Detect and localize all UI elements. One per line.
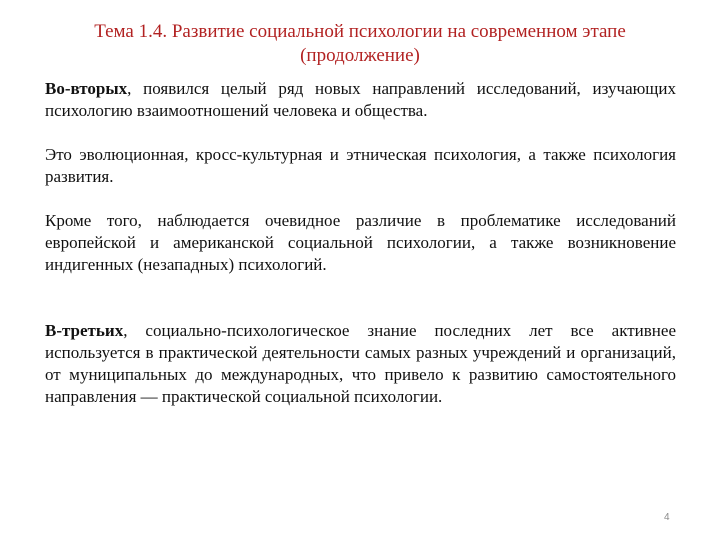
paragraph-text-evolutionary: Это эволюционная, кросс-культурная и этническая психология, а также психология развития.	[45, 145, 676, 186]
paragraph-text-differences: Кроме того, наблюдается очевидное различие в проблематике исследований европейской и американской социальной психологии, а также возникновение индигенных (незападных) психологий.	[45, 211, 676, 274]
paragraph-text-secondly: , появился целый ряд новых направлений исследований, изучающих психологию взаимоотношений человека и общества.	[45, 79, 676, 120]
slide-title-line-2: (продолжение)	[300, 45, 420, 66]
paragraph-lead-thirdly: В-третьих	[45, 321, 124, 340]
paragraph-lead-secondly: Во-вторых	[45, 79, 128, 98]
slide-title	[60, 20, 660, 68]
paragraph-text-thirdly: , социально-психологическое знание последних лет все активнее используется в практической деятельности самых разных учреждений и организаций, от муниципальных до международных, что привело к развитию самостоятельного направления — практической социальной психологии.	[45, 321, 676, 406]
paragraph-thirdly	[45, 320, 676, 408]
page-number: 4	[664, 512, 670, 523]
paragraph-differences	[45, 210, 676, 276]
paragraph-evolutionary	[45, 144, 676, 188]
slide-title-line-1: Тема 1.4. Развитие социальной психологии на современном этапе	[94, 21, 626, 42]
paragraph-secondly	[45, 78, 676, 122]
slide-body	[45, 78, 676, 408]
